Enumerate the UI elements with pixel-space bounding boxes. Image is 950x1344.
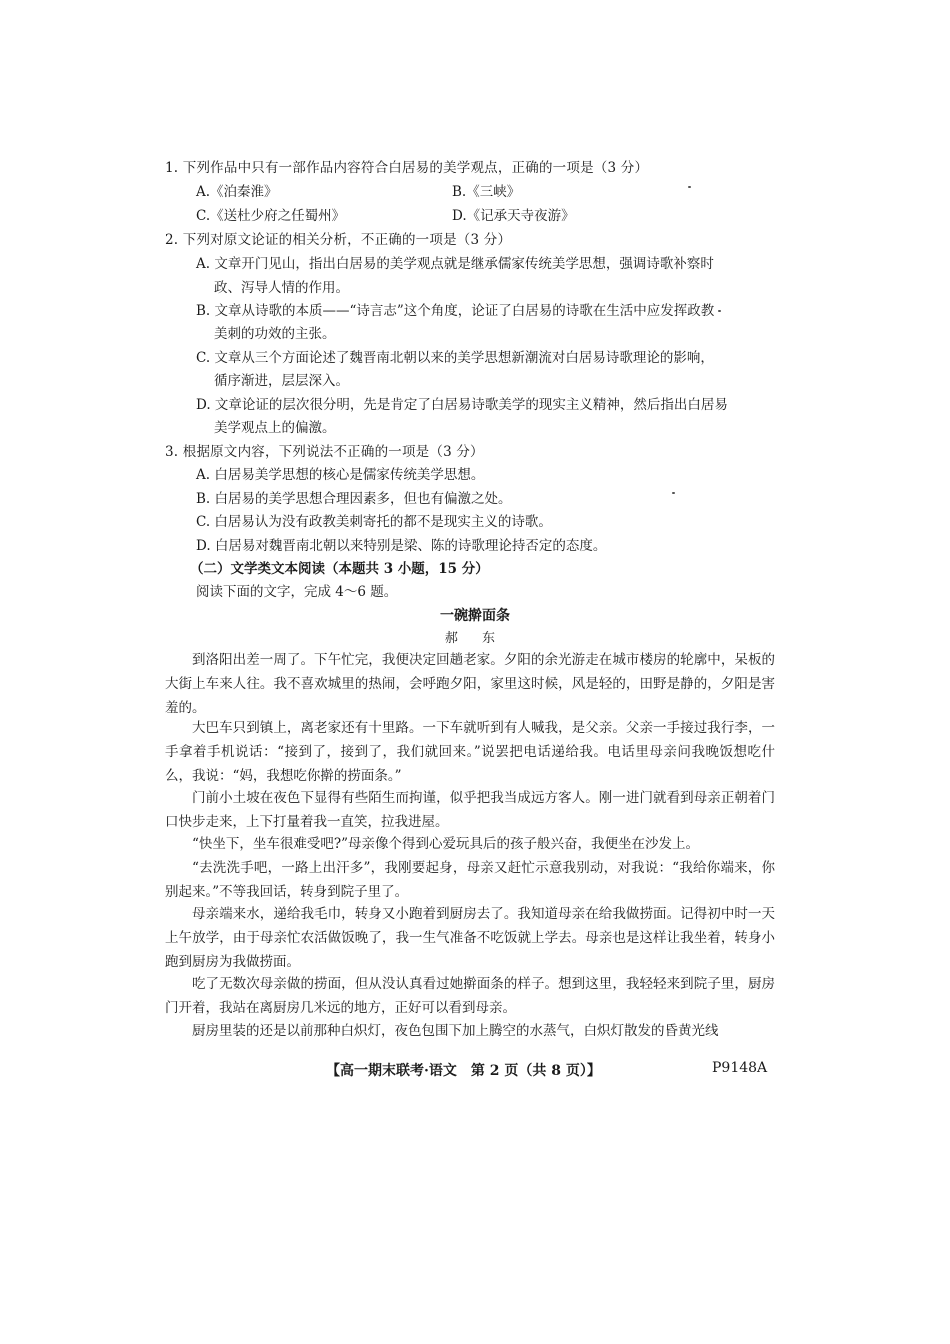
page-footer: 【高一期末联考·语文 第 2 页（共 8 页）】 — [326, 1063, 601, 1079]
question-2-stem: 2. 下列对原文论证的相关分析，不正确的一项是（3 分） — [165, 232, 512, 248]
scan-speck — [718, 310, 721, 312]
question-1-option-c: C.《送杜少府之任蜀州》 — [196, 208, 346, 224]
question-2-option-a-line-2: 政、泻导人情的作用。 — [214, 280, 349, 296]
question-2-option-b-line-2: 美刺的功效的主张。 — [214, 326, 336, 342]
question-2-option-c-line-2: 循序渐进，层层深入。 — [214, 373, 349, 389]
question-3-option-c: C. 白居易认为没有政教美刺寄托的都不是现实主义的诗歌。 — [196, 514, 552, 530]
question-1-option-d: D.《记承天寺夜游》 — [452, 208, 575, 224]
story-paragraph-5: “去洗洗手吧，一路上出汗多”，我刚要起身，母亲又赶忙示意我别动，对我说：“我给你端来，你别起来。”不等我回话，转身到院子里了。 — [165, 860, 775, 900]
question-2-option-d-line-1: D. 文章论证的层次很分明，先是肯定了白居易诗歌美学的现实主义精神，然后指出白居易 — [196, 397, 728, 413]
story-paragraph-4: “快坐下，坐车很难受吧?”母亲像个得到心爱玩具后的孩子般兴奋，我便坐在沙发上。 — [192, 836, 700, 852]
question-3-option-a: A. 白居易美学思想的核心是儒家传统美学思想。 — [196, 467, 485, 483]
question-1-option-a: A.《泊秦淮》 — [196, 184, 278, 200]
section-heading: （二）文学类文本阅读（本题共 3 小题，15 分） — [190, 561, 489, 577]
story-paragraph-7: 吃了无数次母亲做的捞面，但从没认真看过她擀面条的样子。想到这里，我轻轻来到院子里，厨房门开着，我站在离厨房几米远的地方，正好可以看到母亲。 — [165, 976, 775, 1016]
section-instruction: 阅读下面的文字，完成 4～6 题。 — [196, 584, 398, 600]
story-paragraph-2: 大巴车只到镇上，离老家还有十里路。一下车就听到有人喊我，是父亲。父亲一手接过我行李，一手拿着手机说话：“接到了，接到了，我们就回来。”说罢把电话递给我。电话里母亲问我晚饭想吃什么，我说：“妈，我想吃你擀的捞面条。” — [165, 720, 775, 784]
scan-speck — [688, 186, 691, 188]
question-2-option-c-line-1: C. 文章从三个方面论述了魏晋南北朝以来的美学思想新潮流对白居易诗歌理论的影响， — [196, 350, 714, 366]
question-2-option-b-line-1: B. 文章从诗歌的本质——“诗言志”这个角度，论证了白居易的诗歌在生活中应发挥政教 — [196, 303, 715, 319]
story-author: 郝 东 — [444, 631, 506, 646]
question-1-stem: 1. 下列作品中只有一部作品内容符合白居易的美学观点，正确的一项是（3 分） — [165, 160, 649, 176]
paper-code: P9148A — [712, 1060, 768, 1076]
story-title: 一碗擀面条 — [440, 608, 510, 624]
question-2-option-d-line-2: 美学观点上的偏激。 — [214, 420, 336, 436]
question-2-option-a-line-1: A. 文章开门见山，指出白居易的美学观点就是继承儒家传统美学思想，强调诗歌补察时 — [196, 256, 714, 272]
story-paragraph-6: 母亲端来水，递给我毛巾，转身又小跑着到厨房去了。我知道母亲在给我做捞面。记得初中时一天上午放学，由于母亲忙农活做饭晚了，我一生气准备不吃饭就上学去。母亲也是这样让我坐着，转身小跑到厨房为我做捞面。 — [165, 906, 775, 970]
question-3-option-b: B. 白居易的美学思想合理因素多，但也有偏激之处。 — [196, 491, 512, 507]
question-3-option-d: D. 白居易对魏晋南北朝以来特别是梁、陈的诗歌理论持否定的态度。 — [196, 538, 607, 554]
story-paragraph-3: 门前小土坡在夜色下显得有些陌生而拘谨，似乎把我当成远方客人。刚一进门就看到母亲正朝着门口快步走来，上下打量着我一直笑，拉我进屋。 — [165, 790, 775, 830]
question-1-option-b: B.《三峡》 — [452, 184, 521, 200]
question-3-stem: 3. 根据原文内容，下列说法不正确的一项是（3 分） — [165, 444, 484, 460]
scan-speck — [672, 492, 675, 494]
story-paragraph-1: 到洛阳出差一周了。下午忙完，我便决定回趟老家。夕阳的余光游走在城市楼房的轮廓中，呆板的大街上车来人往。我不喜欢城里的热闹，会呼跑夕阳，家里这时候，风是轻的，田野是静的，夕阳是害羞的。 — [165, 652, 775, 716]
story-paragraph-8: 厨房里装的还是以前那种白炽灯，夜色包围下加上腾空的水蒸气，白炽灯散发的昏黄光线 — [192, 1023, 719, 1039]
